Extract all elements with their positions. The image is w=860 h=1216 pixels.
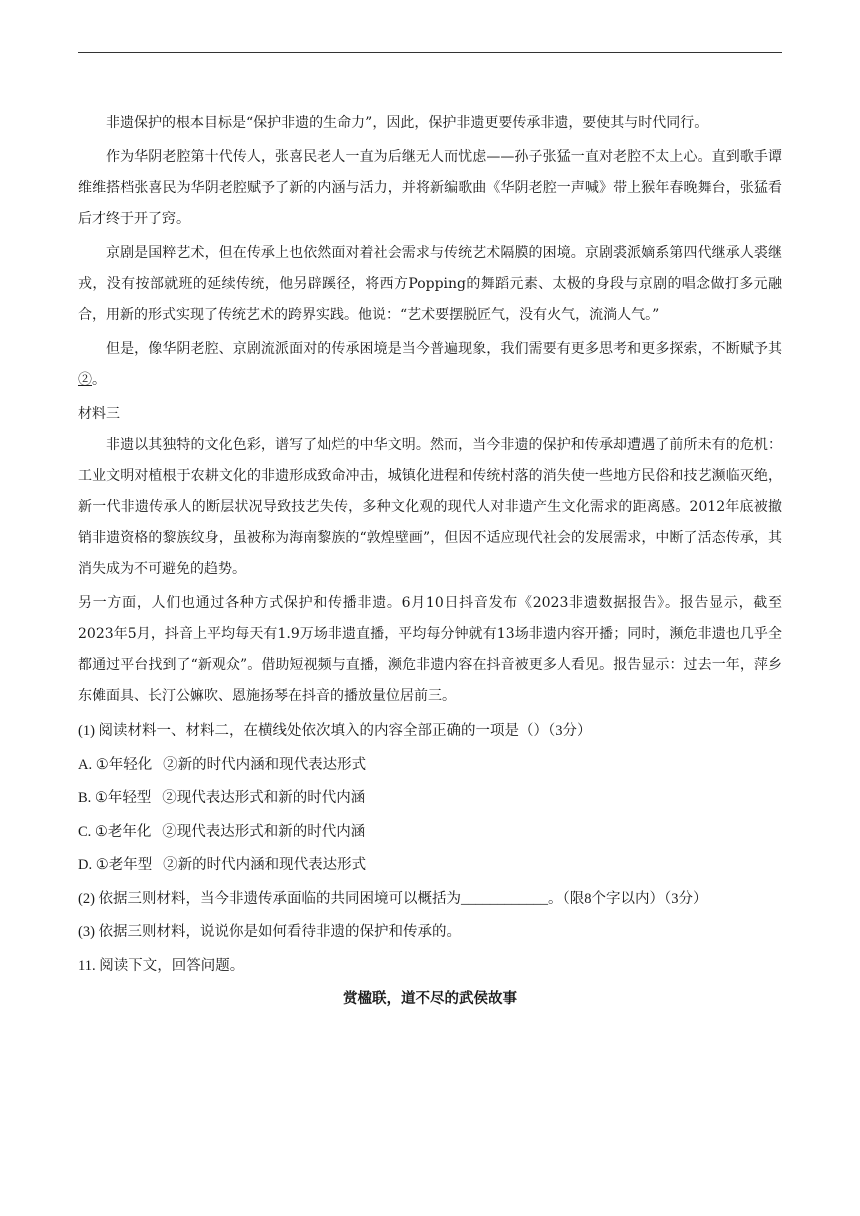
document-body [78, 108, 782, 1017]
article-title: 赏楹联，道不尽的武侯故事 [343, 991, 517, 1007]
question-1-option-b: B. ①年轻型 ②现代表达形式和新的时代内涵 [78, 790, 366, 806]
material-three-heading: 材料三 [78, 406, 120, 422]
question-1-option-a: A. ①年轻化 ②新的时代内涵和现代表达形式 [78, 756, 367, 773]
paragraph-douyin-report: 另一方面，人们也通过各种方式保护和传播非遗。6月10日抖音发布《2023非遗数据报告》。报告显示，截至2023年5月，抖音上平均每天有1.9万场非遗直播，平均每分钟就有13场非遗内容开播；同时，濒危非遗也几乎全都通过平台找到了“新观众”。借助短视频与直播，濒危非遗内容在抖音被更多人看见。报告显示：过去一年，萍乡东傩面具、长汀公嫲吹、恩施扬琴在抖音的播放量位居前三。 [78, 595, 782, 704]
fill-in-blank-2: ② [78, 372, 92, 388]
question-1-option-c: C. ①老年化 ②现代表达形式和新的时代内涵 [78, 823, 366, 840]
paragraph-text-before-blank: 但是，像华阴老腔、京剧流派面对的传承困境是当今普遍现象，我们需要有更多思考和更多探索，不断赋予其 [106, 341, 782, 357]
question-3: (3) 依据三则材料，说说你是如何看待非遗的保护和传承的。 [78, 924, 462, 940]
question-1-option-d: D. ①老年型 ②新的时代内涵和现代表达形式 [78, 857, 367, 873]
paragraph-text-after-blank: 。 [92, 372, 106, 388]
page-top-rule [78, 52, 782, 53]
paragraph-protection-goal: 非遗保护的根本目标是“保护非遗的生命力”，因此，保护非遗更要传承非遗，要使其与时代同行。 [106, 115, 709, 131]
question-1: (1) 阅读材料一、材料二，在横线处依次填入的内容全部正确的一项是（）（3分） [78, 723, 592, 739]
paragraph-peking-opera: 京剧是国粹艺术，但在传承上也依然面对着社会需求与传统艺术隔膜的困境。京剧裘派嫡系第四代继承人裘继戎，没有按部就班的延续传统，他另辟蹊径，将西方Popping的舞蹈元素、太极的身段与京剧的唱念做打多元融合，用新的形式实现了传统艺术的跨界实践。他说：“艺术要摆脱匠气，没有火气，流淌人气。” [78, 245, 782, 323]
paragraph-heritage-crisis: 非遗以其独特的文化色彩，谱写了灿烂的中华文明。然而，当今非遗的保护和传承却遭遇了前所未有的危机：工业文明对植根于农耕文化的非遗形成致命冲击，城镇化进程和传统村落的消失使一些地方民俗和技艺濒临灭绝，新一代非遗传承人的断层状况导致技艺失传，多种文化观的现代人对非遗产生文化需求的距离感。2012年底被撤销非遗资格的黎族纹身，虽被称为海南黎族的“敦煌壁画”，但因不适应现代社会的发展需求，中断了活态传承，其消失成为不可避免的趋势。 [78, 437, 782, 577]
question-11: 11. 阅读下文，回答问题。 [78, 957, 245, 974]
paragraph-inheritance-dilemma [78, 334, 782, 396]
question-2: (2) 依据三则材料，当今非遗传承面临的共同困境可以概括为____________。（限8个字以内）（3分） [78, 890, 708, 907]
paragraph-huayin-laoqiang: 作为华阴老腔第十代传人，张喜民老人一直为后继无人而忧虑——孙子张猛一直对老腔不太上心。直到歌手谭维维搭档张喜民为华阴老腔赋予了新的内涵与活力，并将新编歌曲《华阴老腔一声喊》带上猴年春晚舞台，张猛看后才终于开了窍。 [78, 149, 782, 227]
